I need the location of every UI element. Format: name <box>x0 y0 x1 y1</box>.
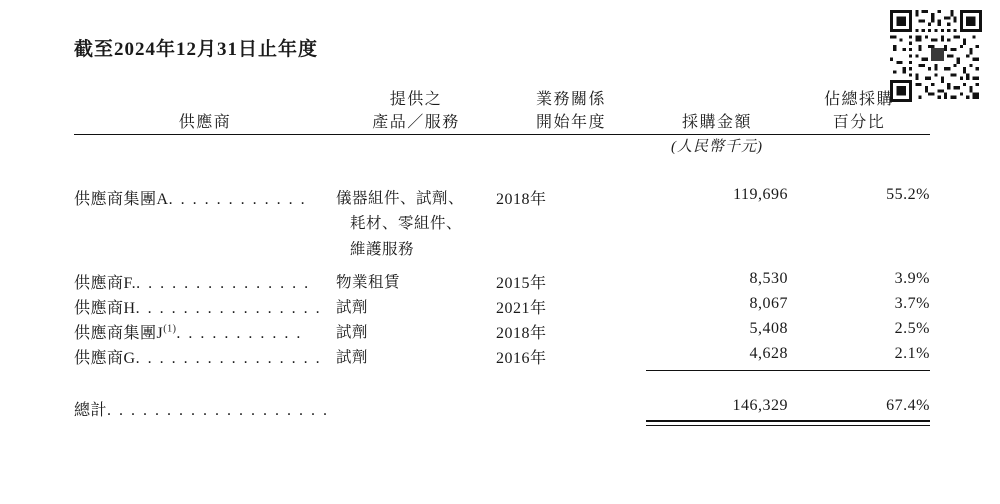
leader-dots: . . . . . . . . . . . . . . . . <box>135 299 322 317</box>
leader-dots: . . . . . . . . . . . <box>176 324 303 342</box>
row-product: 試劑 <box>336 298 369 316</box>
row-start-year: 2018年 <box>496 191 547 209</box>
total-amount: 146,329 <box>732 397 788 415</box>
row-product: 物業租賃 <box>336 273 401 291</box>
product-line-1: 儀器組件、試劑、 <box>336 190 465 208</box>
leader-dots: . . . . . . . . . . . . . . . <box>136 274 311 292</box>
total-row <box>74 397 930 420</box>
footnote-marker: (1) <box>163 323 177 335</box>
product-line-3: 維護服務 <box>350 240 415 258</box>
table-row <box>74 345 930 370</box>
total-label-cell <box>74 397 336 420</box>
table-header-row <box>74 88 930 111</box>
header-amount: 採購金額 <box>681 114 752 132</box>
table-row <box>74 295 930 320</box>
supplier-name: 供應商G <box>74 350 136 368</box>
row-supplier <box>74 345 336 370</box>
supplier-name: 供應商集團A <box>74 191 169 209</box>
row-amount: 4,628 <box>749 345 788 363</box>
supplier-name: 供應商F. <box>74 274 137 292</box>
supplier-name: 供應商H <box>74 299 136 317</box>
header-startyear-line1: 業務關係 <box>535 91 606 108</box>
row-amount: 8,530 <box>749 269 788 287</box>
table-row <box>74 270 930 295</box>
leader-dots: . . . . . . . . . . . . . . . . <box>135 350 322 368</box>
row-product: 試劑 <box>336 349 369 367</box>
table-row <box>74 186 930 261</box>
header-percent-line2: 百分比 <box>832 114 886 132</box>
row-start-year: 2015年 <box>496 274 547 292</box>
header-spacer <box>74 156 930 186</box>
row-amount: 8,067 <box>749 294 788 312</box>
row-percent: 2.5% <box>894 319 930 337</box>
row-amount: 119,696 <box>733 186 788 204</box>
row-gap <box>74 262 930 270</box>
leader-dots: . . . . . . . . . . . . . . . . . . . <box>107 402 330 420</box>
table-header-row-2 <box>74 111 930 134</box>
total-double-rule-row <box>74 420 930 426</box>
row-product: 試劑 <box>336 323 369 341</box>
header-product-line1: 提供之 <box>389 91 443 108</box>
row-start-year: 2018年 <box>496 324 547 342</box>
row-supplier <box>74 186 336 261</box>
header-product-line2: 產品／服務 <box>372 114 460 132</box>
row-supplier <box>74 295 336 320</box>
row-percent: 2.1% <box>894 345 930 363</box>
row-supplier <box>74 270 336 295</box>
row-start-year: 2016年 <box>496 350 547 368</box>
header-supplier: 供應商 <box>178 114 232 132</box>
header-percent-line1: 佔總採購 <box>823 91 894 108</box>
row-start-year: 2021年 <box>496 299 547 317</box>
total-rule-percent <box>788 420 930 426</box>
product-line-2: 耗材、零組件、 <box>350 215 463 233</box>
total-rule-amount <box>646 420 788 426</box>
unit-note: (人民幣千元) <box>671 139 763 156</box>
unit-note-row <box>74 135 930 156</box>
supplier-name: 供應商集團J <box>74 324 164 342</box>
row-percent: 3.9% <box>894 269 930 287</box>
row-product <box>336 186 496 261</box>
row-supplier <box>74 320 336 345</box>
header-startyear-line2: 開始年度 <box>535 114 606 132</box>
row-percent: 3.7% <box>894 294 930 312</box>
table-row <box>74 320 930 345</box>
suppliers-table <box>74 88 930 426</box>
total-label: 總計 <box>74 402 108 420</box>
leader-dots: . . . . . . . . . . . . <box>168 191 307 209</box>
page-title: 截至2024年12月31日止年度 <box>74 39 319 60</box>
total-gap <box>74 371 930 397</box>
total-percent: 67.4% <box>886 397 930 415</box>
row-percent: 55.2% <box>886 186 930 204</box>
row-amount: 5,408 <box>749 319 788 337</box>
